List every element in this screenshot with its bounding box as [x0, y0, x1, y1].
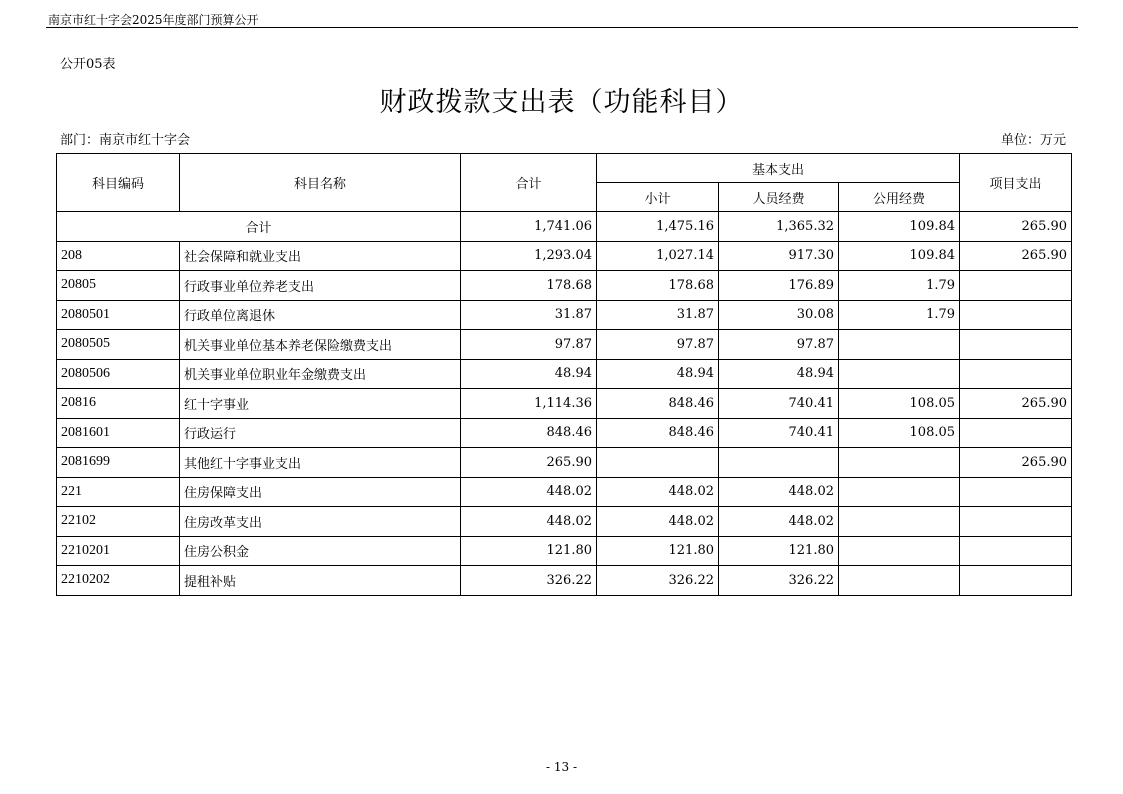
public-cell [839, 507, 960, 537]
table-row [57, 477, 1072, 507]
personnel-cell [719, 448, 839, 478]
total-cell: 848.46 [461, 418, 597, 448]
public-cell [839, 536, 960, 566]
header-row [57, 154, 1072, 183]
code-cell: 221 [57, 477, 180, 507]
col-header-name: 科目名称 [180, 154, 461, 212]
subtotal-cell: 448.02 [597, 507, 719, 537]
table-row [57, 359, 1072, 389]
total-cell: 448.02 [461, 507, 597, 537]
table-row [57, 418, 1072, 448]
project-cell [960, 300, 1072, 330]
total-cell: 448.02 [461, 477, 597, 507]
public-cell [839, 448, 960, 478]
personnel-cell: 30.08 [719, 300, 839, 330]
code-cell: 22102 [57, 507, 180, 537]
total-cell: 265.90 [461, 448, 597, 478]
table-row [57, 389, 1072, 419]
name-cell: 住房保障支出 [180, 477, 461, 507]
name-cell: 机关事业单位基本养老保险缴费支出 [180, 330, 461, 360]
personnel-cell: 48.94 [719, 359, 839, 389]
code-cell: 2080506 [57, 359, 180, 389]
subtotal-cell: 1,475.16 [597, 212, 719, 242]
project-cell [960, 330, 1072, 360]
subtotal-cell: 178.68 [597, 271, 719, 301]
code-cell: 2210201 [57, 536, 180, 566]
project-cell: 265.90 [960, 448, 1072, 478]
code-cell: 2081699 [57, 448, 180, 478]
table-row [57, 241, 1072, 271]
table-row [57, 507, 1072, 537]
total-label: 合计 [57, 212, 461, 242]
total-cell: 31.87 [461, 300, 597, 330]
personnel-cell: 917.30 [719, 241, 839, 271]
col-header-public: 公用经费 [839, 183, 960, 212]
name-cell: 社会保障和就业支出 [180, 241, 461, 271]
code-cell: 208 [57, 241, 180, 271]
personnel-cell: 97.87 [719, 330, 839, 360]
public-cell: 1.79 [839, 271, 960, 301]
subtotal-cell: 848.46 [597, 389, 719, 419]
public-cell [839, 330, 960, 360]
table-row [57, 271, 1072, 301]
project-cell [960, 566, 1072, 596]
total-cell: 178.68 [461, 271, 597, 301]
total-cell: 121.80 [461, 536, 597, 566]
subtotal-cell: 1,027.14 [597, 241, 719, 271]
public-cell [839, 359, 960, 389]
name-cell: 住房改革支出 [180, 507, 461, 537]
personnel-cell: 448.02 [719, 507, 839, 537]
personnel-cell: 740.41 [719, 418, 839, 448]
code-cell: 2080501 [57, 300, 180, 330]
table-number: 公开05表 [60, 57, 116, 72]
public-cell [839, 477, 960, 507]
subtotal-cell: 48.94 [597, 359, 719, 389]
project-cell: 265.90 [960, 389, 1072, 419]
table-row [57, 448, 1072, 478]
subtotal-cell: 848.46 [597, 418, 719, 448]
public-cell: 109.84 [839, 212, 960, 242]
total-cell: 97.87 [461, 330, 597, 360]
subtotal-cell [597, 448, 719, 478]
table-row [57, 536, 1072, 566]
subtotal-cell: 326.22 [597, 566, 719, 596]
project-cell [960, 536, 1072, 566]
project-cell [960, 418, 1072, 448]
name-cell: 机关事业单位职业年金缴费支出 [180, 359, 461, 389]
code-cell: 2210202 [57, 566, 180, 596]
running-header: 南京市红十字会2025年度部门预算公开 [48, 13, 259, 27]
expenditure-table [56, 153, 1072, 596]
name-cell: 行政运行 [180, 418, 461, 448]
public-cell: 108.05 [839, 389, 960, 419]
page-number: - 13 - [545, 760, 577, 774]
table-row [57, 330, 1072, 360]
col-header-personnel: 人员经费 [719, 183, 839, 212]
project-cell: 265.90 [960, 241, 1072, 271]
code-cell: 2081601 [57, 418, 180, 448]
name-cell: 住房公积金 [180, 536, 461, 566]
name-cell: 红十字事业 [180, 389, 461, 419]
code-cell: 20816 [57, 389, 180, 419]
col-header-project: 项目支出 [960, 154, 1072, 212]
subtotal-cell: 97.87 [597, 330, 719, 360]
project-cell [960, 271, 1072, 301]
department-label: 部门：南京市红十字会 [60, 133, 191, 148]
name-cell: 行政单位离退休 [180, 300, 461, 330]
personnel-cell: 326.22 [719, 566, 839, 596]
personnel-cell: 740.41 [719, 389, 839, 419]
code-cell: 2080505 [57, 330, 180, 360]
public-cell: 1.79 [839, 300, 960, 330]
subtotal-cell: 121.80 [597, 536, 719, 566]
code-cell: 20805 [57, 271, 180, 301]
personnel-cell: 176.89 [719, 271, 839, 301]
col-header-code: 科目编码 [57, 154, 180, 212]
name-cell: 行政事业单位养老支出 [180, 271, 461, 301]
table-row [57, 566, 1072, 596]
name-cell: 其他红十字事业支出 [180, 448, 461, 478]
total-cell: 326.22 [461, 566, 597, 596]
document-title: 财政拨款支出表（功能科目） [379, 87, 744, 118]
table-row [57, 300, 1072, 330]
public-cell: 108.05 [839, 418, 960, 448]
subtotal-cell: 448.02 [597, 477, 719, 507]
name-cell: 提租补贴 [180, 566, 461, 596]
total-cell: 1,741.06 [461, 212, 597, 242]
total-cell: 48.94 [461, 359, 597, 389]
col-header-total: 合计 [461, 154, 597, 212]
project-cell [960, 477, 1072, 507]
personnel-cell: 448.02 [719, 477, 839, 507]
project-cell [960, 359, 1072, 389]
total-cell: 1,114.36 [461, 389, 597, 419]
project-cell: 265.90 [960, 212, 1072, 242]
subtotal-cell: 31.87 [597, 300, 719, 330]
public-cell [839, 566, 960, 596]
total-cell: 1,293.04 [461, 241, 597, 271]
unit-label: 单位：万元 [1000, 133, 1066, 148]
personnel-cell: 1,365.32 [719, 212, 839, 242]
col-header-basic: 基本支出 [597, 154, 960, 183]
project-cell [960, 507, 1072, 537]
total-row [57, 212, 1072, 242]
public-cell: 109.84 [839, 241, 960, 271]
header-rule [46, 27, 1078, 28]
personnel-cell: 121.80 [719, 536, 839, 566]
col-header-subtotal: 小计 [597, 183, 719, 212]
